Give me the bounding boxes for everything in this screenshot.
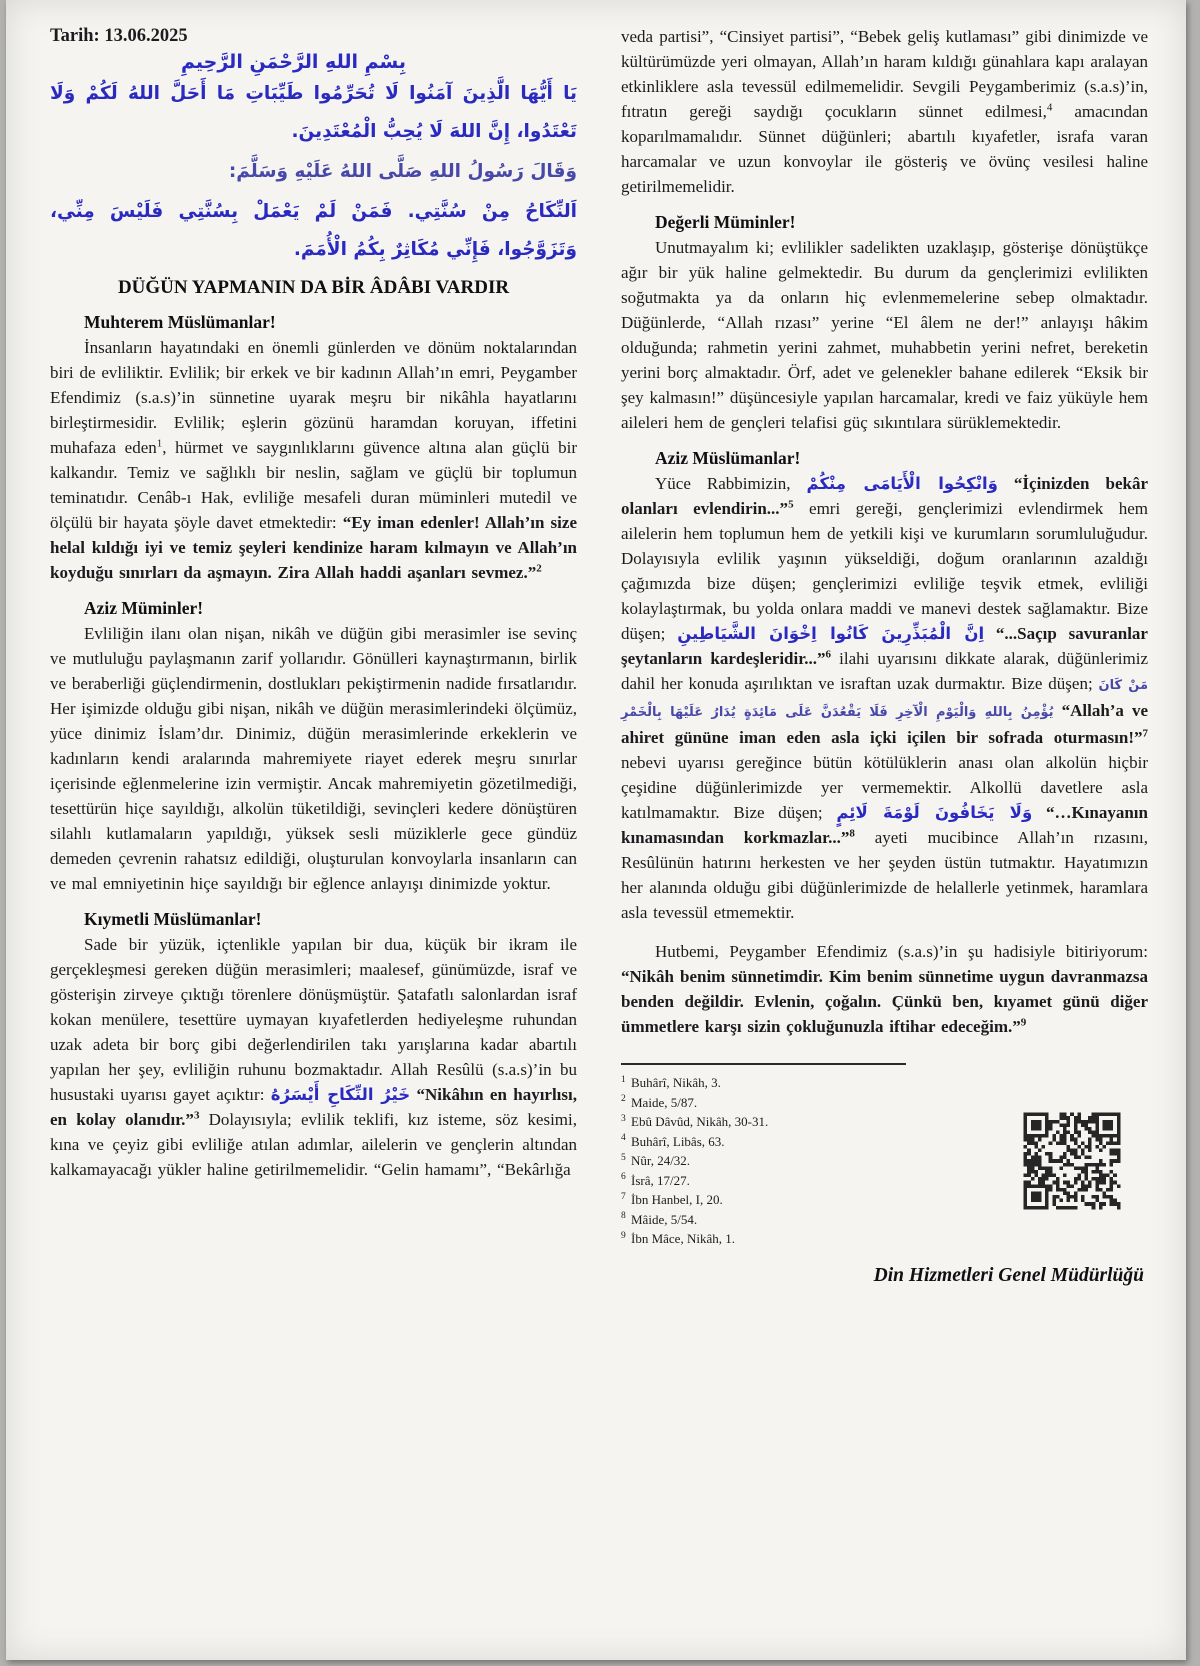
text-segment: Evliliğin ilanı olan nişan, nikâh ve düğün gibi merasimler ise sevinç ve mutluluğu paylaşmanın zarif yollarıdır. Gönülleri kaynaştırmanın, birlik ve beraberliği güçlendirmenin, dostlukları pekiştirmenin nadide fırsatlarıdır. Her işimizde olduğu gibi nişan, nikâh ve düğün merasimlerindeki ölçümüz, yüce dinimiz İslam’dır. Dinimiz, düğün merasimlerinde erkeklerin ve kadınların kendi aralarında mahremiyete riayet ederek meşru sınırlar içerisinde eğlenmelerine izin vermiştir. Ancak mahremiyetin gözetilmediği, tesettürün hiçe sayıldığı, alkolün tüketildiği, sevinçleri kedere dönüştüren silahlı kutlamaların yapıldığı, yüksek sesli müziklerle gece gündüz demeden çevrenin rahatsız edildiği, oluşturulan konvoylarla insanların can ve mal emniyetinin hiçe sayıldığı bir eğlence anlayışı dinimizde yoktur. <box>50 623 577 893</box>
inline-arabic-quote: وَانْكِحُوا الْأَيَامَى مِنْكُمْ <box>806 474 998 493</box>
footnote-item <box>621 1171 921 1191</box>
footnote-number: 3 <box>621 1113 626 1124</box>
text-segment: 1 <box>156 436 163 449</box>
footnote-text: İsrâ, 17/27. <box>627 1172 690 1188</box>
text-segment: Dolayısıyla; evlilik teklifi, kız isteme, söz kesimi, kına ve çeyiz gibi evliliğe atılan adımlar, ailelerin ve gençlerin altından kalkamayacağı yükler haline getirilmemelidir. “Gelin hamamı”, “Bekârlığa <box>50 1109 577 1179</box>
footnote-divider <box>621 1063 906 1065</box>
document-page <box>6 0 1186 1660</box>
text-segment: “…Kınayanın kınamasından korkmazlar...” <box>621 803 1148 847</box>
paragraph <box>621 939 1148 1039</box>
text-segment: Sade bir yüzük, içtenlikle yapılan bir dua, küçük bir ikram ile gerçekleşmesi gereken düğün merasimleri; maalesef, günümüzde, israf ve gösterişin zirveye çıktığı törenlere dönüşmüştür. Şatafatlı salonlardan israf kokan menülere, tesettüre uymayan kıyafetlerden hediyeleşme ruhundan uzak adeta bir borç gibi değerlendirilen takı yarışlarına kadar abartılı yapılan her şey, evliliğin ruhunu bozmaktadır. Allah Resûlü (s.a.s)’in bu husustaki uyarısı gayet açıktır: <box>50 934 577 1104</box>
inline-arabic-quote: خَيْرُ النِّكَاحِ أَيْسَرُهُ <box>270 1084 411 1104</box>
footnote-item <box>621 1190 921 1210</box>
two-column-layout <box>50 24 1148 1287</box>
sermon-title: DÜĞÜN YAPMANIN DA BİR ÂDÂBI VARDIR <box>117 276 510 298</box>
footnote-number: 8 <box>621 1211 626 1222</box>
footnote-text: Buhârî, Libâs, 63. <box>627 1133 725 1149</box>
text-segment: 6 <box>825 648 831 661</box>
footnote-item <box>621 1210 921 1230</box>
text-segment: “Allah’a ve ahiret gününe iman eden asla içki içilen bir sofrada oturmasın!” <box>621 701 1149 747</box>
inline-arabic-quote: اِنَّ الْمُبَذِّرِينَ كَانُوا اِخْوَانَ الشَّيَاطِينِ <box>677 624 985 643</box>
text-segment: Yüce Rabbimizin, <box>655 474 807 493</box>
text-segment: “Nikâhın en hayırlısı, en kolay olanıdır.” <box>50 1084 577 1129</box>
section-heading: Aziz Müminler! <box>84 597 204 618</box>
section-heading: Kıymetli Müslümanlar! <box>84 908 262 929</box>
footnote-item <box>621 1151 921 1171</box>
text-segment: , hürmet ve saygınlıklarını güvence altına alan güçlü bir kalkandır. Temiz ve sağlıklı bir neslin, sağlam ve güçlü bir toplumun teminatıdır. Cenâb-ı Hak, evliliğe mesafeli duran müminleri mutedil ve ölçülü bir hayata şöyle davet etmektedir: <box>50 437 577 532</box>
text-segment: emri gereği, gençlerimizi evlendirmek hem ailelerin hem toplumun hem de yetkili kişi ve kurumların sorumluluğudur. Dolayısıyla evlilik yaşının yükseldiği, doğum oranlarının azaldığı çağımızda bize düşen; gençlerimizi evliliğe teşvik etmek, evliliği kolaylaştırmak, bu yolda onlara maddi ve manevi destek sağlamaktır. Bize düşen; <box>621 499 1148 643</box>
paragraph <box>621 235 1148 435</box>
footnote-text: Maide, 5/87. <box>627 1094 698 1110</box>
arabic-verse-maide: يَا أَيُّهَا الَّذِينَ آمَنُوا لَا تُحَرِّمُوا طَيِّبَاتِ مَا أَحَلَّ اللهُ لَكُمْ وَلَا تَعْتَدُوا، إِنَّ اللهَ لَا يُحِبُّ الْمُعْتَدِينَ. <box>50 83 577 142</box>
text-segment: “Ey iman edenler! Allah’ın size helal kıldığı iyi ve temiz şeyleri kendinize haram kılmayın ve Allah’ın koyduğu sınırları da aşmayın. Zira Allah haddi aşanları sevmez.” <box>50 512 577 582</box>
inline-arabic-quote: وَلَا يَخَافُونَ لَوْمَةَ لَائِمٍ <box>836 803 1033 822</box>
text-segment: İnsanların hayatındaki en önemli günlerden ve dönüm noktalarından biri de evliliktir. Evlilik; bir erkek ve bir kadının Allah’ın emri, Peygamber Efendimiz (s.a.s)’in sünnetine uyarak meşru bir nikâhla hayatlarını birleştirmesidir. Evlilik; eşlerin gözünü haramdan koruyan, iffetini muhafaza eden <box>50 337 577 457</box>
arabic-rasul-intro: وَقَالَ رَسُولُ اللهِ صَلَّى اللهُ عَلَيْهِ وَسَلَّمَ: <box>228 160 577 182</box>
paragraph <box>50 335 577 585</box>
footnote-number: 1 <box>621 1074 626 1085</box>
footnote-text: Buhârî, Nikâh, 3. <box>627 1075 721 1090</box>
text-segment: “...Saçıp savuranlar şeytanların kardeşleridir...” <box>621 624 1148 668</box>
arabic-hadith-nikah: اَلنِّكَاحُ مِنْ سُنَّتِي. فَمَنْ لَمْ يَعْمَلْ بِسُنَّتِي فَلَيْسَ مِنِّي، وَتَزَوَّجُوا، فَإِنِّي مُكَاثِرٌ بِكُمُ الْأُمَمَ. <box>50 200 577 260</box>
footnote-number: 5 <box>621 1152 626 1163</box>
text-segment: 3 <box>193 1108 200 1121</box>
text-segment: Hutbemi, Peygamber Efendimiz (s.a.s)’in şu hadisiyle bitiriyorum: <box>655 942 1148 961</box>
right-column-body <box>621 24 1148 1039</box>
left-column <box>50 24 577 1287</box>
footnote-number: 2 <box>621 1094 626 1105</box>
text-segment: amacından koparılmamalıdır. Sünnet düğünleri; abartılı kıyafetler, israfa varan harcamalar ve uzun konvoylar ile gösteriş ve övünç vesilesi haline getirilmemelidir. <box>621 102 1148 196</box>
text-segment: “Nikâh benim sünnetimdir. Kim benim sünnetime uygun davranmazsa benden değildir. Evlenin, çoğalın. Çünkü ben, kıyamet günü diğer ümmetlere karşı sizin çokluğunuzla iftihar edeceğim.” <box>621 967 1148 1036</box>
footnote-number: 6 <box>621 1172 626 1183</box>
paragraph <box>621 24 1148 199</box>
footnote-text: Mâide, 5/54. <box>627 1211 698 1227</box>
footnote-number: 7 <box>621 1191 626 1202</box>
issuer-signature: Din Hizmetleri Genel Müdürlüğü <box>873 1264 1144 1286</box>
text-segment: 8 <box>849 827 855 840</box>
paragraph <box>50 932 577 1182</box>
text-segment: Unutmayalım ki; evlilikler sadelikten uzaklaşıp, gösterişe dönüştükçe ağır bir yük haline gelmektedir. Bu durum da gençlerimizi evlilikten soğutmakta ya da onların hiç evlenmemelerine sebep olmaktadır. Düğünlerde, “Allah rızası” yerine “El âlem ne der!” anlayışı hâkim olduğunda; rahmetin yerini zahmet, muhabbetin yerini nefret, bereketin yerini borç almaktadır. Örf, adet ve gelenekler bahane edilerek “Eksik bir şey kalmasın!” düşüncesiyle yapılan harcamalar, kredi ve faiz yüküyle hem aileleri hem de gençleri telafisi güç sıkıntılara sürüklemektedir. <box>621 238 1148 432</box>
footnote-item <box>621 1112 921 1132</box>
basmala-calligraphy: بِسْمِ اللهِ الرَّحْمَنِ الرَّحِيمِ <box>181 51 406 73</box>
footnote-number: 4 <box>621 1133 626 1144</box>
qr-code <box>1020 1109 1124 1218</box>
footnote-number: 9 <box>621 1230 626 1241</box>
inline-arabic-quote: مَنْ كَانَ يُؤْمِنُ بِاللهِ وَالْيَوْمِ الْآخِرِ فَلَا يَقْعُدَنَّ عَلَى مَائِدَةٍ يُدَارُ عَلَيْهَا بِالْخَمْرِ <box>621 678 1148 720</box>
text-segment: ilahi uyarısını dikkate alarak, düğünlerimiz dahil her konuda aşırılıktan ve israftan uzak durmaktır. Bize düşen; <box>621 649 1148 693</box>
text-segment: “İçinizden bekâr olanları evlendirin...” <box>621 474 1148 518</box>
text-segment: nebevi uyarısı gereğince bütün kötülüklerin anası olan alkolün hiçbir çeşidine düğünlerimizde yer vermemektir. Alkollü davetlere asla katılmamaktır. Bize düşen; <box>621 753 1148 822</box>
footnote-text: İbn Mâce, Nikâh, 1. <box>627 1231 735 1246</box>
section-heading: Muhterem Müslümanlar! <box>84 311 276 332</box>
footnote-text: Ebû Dâvûd, Nikâh, 30-31. <box>627 1114 769 1129</box>
section-heading: Aziz Müslümanlar! <box>655 448 801 468</box>
section-heading: Değerli Müminler! <box>655 212 796 232</box>
paragraph <box>50 621 577 896</box>
text-segment: veda partisi”, “Cinsiyet partisi”, “Bebek geliş kutlaması” gibi dinimizde ve kültürümüzde yeri olmayan, Allah’ın haram kıldığı günahlara kapı aralayan etkinliklere asla tevessül edilmemelidir. Sevgili Peygamberimiz (s.a.s)’in, fıtratın gereği saydığı çocukların sünnet edilmesi, <box>621 27 1148 121</box>
paragraph <box>621 471 1148 925</box>
text-segment: 4 <box>1046 101 1053 114</box>
qr-code-image <box>1020 1109 1124 1213</box>
footnote-text: İbn Hanbel, I, 20. <box>627 1192 723 1207</box>
footnotes-list <box>621 1073 921 1249</box>
document-date: Tarih: 13.06.2025 <box>50 26 188 46</box>
footnote-item <box>621 1073 921 1093</box>
text-segment: 9 <box>1020 1016 1027 1029</box>
footnote-item <box>621 1229 921 1249</box>
footnote-area <box>621 1073 1148 1249</box>
text-segment: 7 <box>1142 727 1148 740</box>
footnote-item <box>621 1093 921 1113</box>
footnote-text: Nûr, 24/32. <box>627 1153 691 1168</box>
footnote-item <box>621 1132 921 1152</box>
text-segment: 2 <box>536 561 542 574</box>
text-segment: 5 <box>788 498 794 511</box>
text-segment: ayeti mucibince Allah’ın rızasını, Resûlünün hatırını herkesten ve her şeyden üstün tutmaktır. Hayatımızın her alanında olduğu gibi düğünlerimizde de helallerle yetinmek, haramlara asla tevessül etmemektir. <box>621 828 1148 922</box>
right-column <box>621 24 1148 1287</box>
